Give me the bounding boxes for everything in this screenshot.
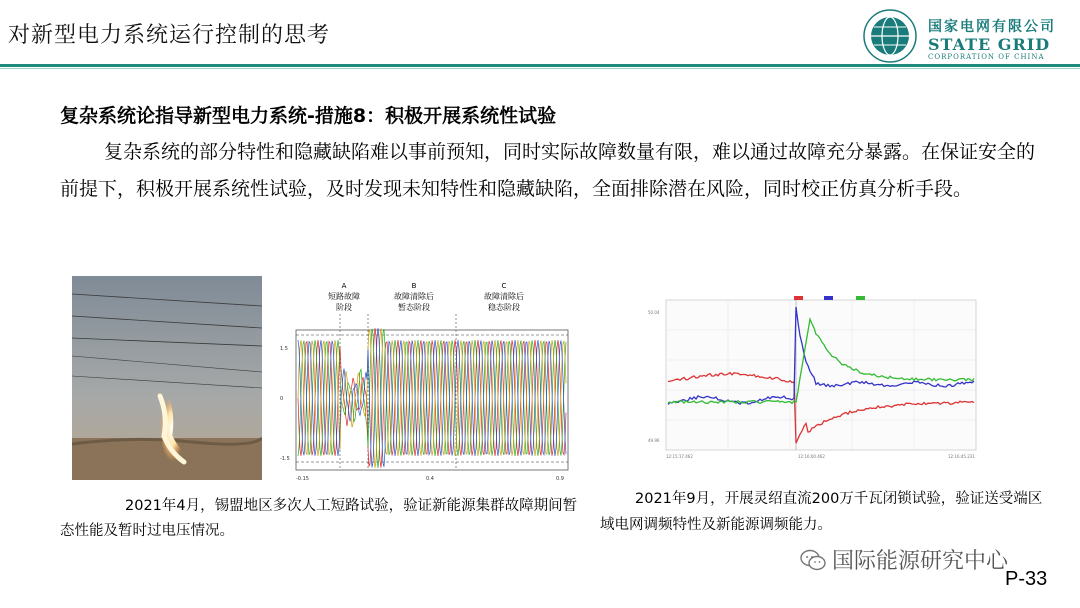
wechat-icon bbox=[800, 549, 826, 571]
svg-text:-0.15: -0.15 bbox=[296, 476, 309, 482]
phase-c-marker: C bbox=[501, 282, 507, 290]
section-subtitle: 复杂系统论指导新型电力系统-措施8：积极开展系统性试验 bbox=[60, 105, 557, 127]
body-paragraph: 复杂系统的部分特性和隐藏缺陷难以事前预知，同时实际故障数量有限，难以通过故障充分暴露。在保证安全的前提下，积极开展系统性试验，及时发现未知特性和隐藏缺陷，全面排除潜在风险，同时校正仿真分析手段。 bbox=[60, 141, 1036, 200]
svg-text:12:16:00.462: 12:16:00.462 bbox=[798, 454, 825, 459]
phase-c-label-2: 稳态阶段 bbox=[488, 303, 520, 312]
header-divider-thin bbox=[0, 68, 1080, 69]
svg-text:-1.5: -1.5 bbox=[280, 456, 290, 462]
state-grid-logo bbox=[860, 8, 1070, 64]
phase-b-label-2: 暂态阶段 bbox=[398, 303, 430, 312]
phase-a-marker: A bbox=[341, 282, 347, 290]
phase-b-label-1: 故障清除后 bbox=[394, 292, 434, 301]
svg-text:12:15:17.462: 12:15:17.462 bbox=[666, 454, 693, 459]
svg-text:0: 0 bbox=[280, 396, 284, 402]
state-grid-globe-icon bbox=[860, 8, 920, 64]
dc-block-test-chart bbox=[648, 292, 994, 466]
svg-text:12:16:45.231: 12:16:45.231 bbox=[948, 454, 975, 459]
svg-text:0.4: 0.4 bbox=[426, 476, 434, 482]
left-figure-caption: 2021年4月，锡盟地区多次人工短路试验，验证新能源集群故障期间暂态性能及暂时过电压情况。 bbox=[60, 498, 578, 539]
phase-a-label-2: 阶段 bbox=[336, 303, 352, 312]
short-circuit-test-photo bbox=[72, 276, 262, 480]
phase-c-label-1: 故障清除后 bbox=[484, 292, 524, 301]
phase-b-marker: B bbox=[411, 282, 417, 290]
page-title: 对新型电力系统运行控制的思考 bbox=[8, 23, 331, 48]
svg-text:0.9: 0.9 bbox=[556, 476, 564, 482]
page-number: P-33 bbox=[1005, 568, 1048, 590]
logo-english-text: STATE GRID bbox=[928, 35, 1051, 54]
svg-text:1.5: 1.5 bbox=[280, 346, 288, 352]
watermark-text: 国际能源研究中心 bbox=[832, 549, 1009, 574]
short-circuit-waveform-figure bbox=[276, 280, 572, 485]
header-divider bbox=[0, 64, 1080, 67]
logo-chinese-text: 国家电网有限公司 bbox=[928, 19, 1056, 35]
phase-a-label-1: 短路故障 bbox=[328, 292, 360, 301]
svg-text:49.96: 49.96 bbox=[648, 438, 660, 443]
right-figure-caption: 2021年9月，开展灵绍直流200万千瓦闭锁试验，验证送受端区域电网调频特性及新能源调频能力。 bbox=[600, 491, 1043, 533]
svg-text:50.04: 50.04 bbox=[648, 310, 660, 315]
logo-english-subtext: CORPORATION OF CHINA bbox=[928, 53, 1045, 61]
watermark bbox=[800, 544, 1008, 575]
